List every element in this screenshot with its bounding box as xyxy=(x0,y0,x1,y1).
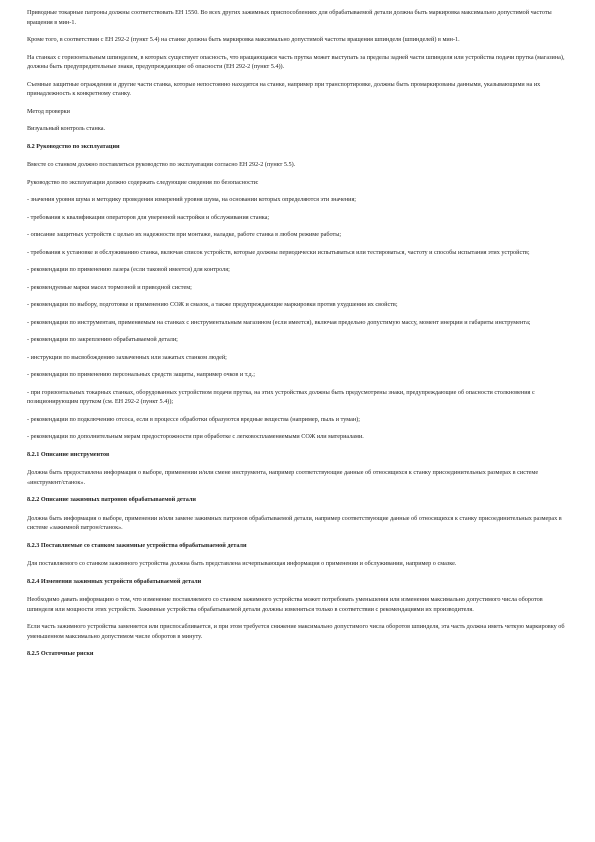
paragraph: Если часть зажимного устройства заменяется или приспосабливается, и при этом требуется снижение максимально допустимого числа оборотов шпинделя, эта часть должна иметь четкую маркировку об уменьшенном максимально допустимом числе оборотов в минуту. xyxy=(27,623,565,640)
section-heading: 8.2.3 Поставляемые со станком зажимные устройства обрабатываемой детали xyxy=(27,541,247,549)
paragraph: Руководство по эксплуатации должно содержать следующие сведения по безопасности: xyxy=(27,178,259,186)
paragraph: Необходимо давать информацию о том, что изменение поставляемого со станком зажимного устройства может потребовать уменьшения или изменения максимально допустимого числа оборотов шпинделя или мощности этих устройств. Зажимные устройства обрабатываемой детали должны изменяться только в соответствии с рекомендациями их производителя. xyxy=(27,596,543,613)
list-item: - рекомендации по инструментам, применяемым на станках с инструментальным магазином (если имеется), включая предельно допустимую массу, момент инерции и габариты инструмента; xyxy=(27,318,531,326)
paragraph: Приводные токарные патроны должны соответствовать ЕН 1550. Во всех других зажимных приспособлениях для обрабатываемой детали должна быть маркировка максимально допустимой частоты вращения в мин-1. xyxy=(27,9,552,26)
paragraph: Должна быть предоставлена информация о выборе, применении и/или смене инструмента, например соответствующие данные об относящихся к станку присоединительных размерах в системе «инструмент/станок». xyxy=(27,469,539,486)
paragraph: Вместе со станком должно поставляться руководство по эксплуатации согласно ЕН 292-2 (пункт 5.5). xyxy=(27,161,296,168)
list-item: - описание защитных устройств с целью их надежности при монтаже, наладке, работе станка в любом режиме работы; xyxy=(27,231,342,238)
paragraph: Метод проверки xyxy=(27,107,70,115)
list-item: - при горизонтальных токарных станках, оборудованных устройством подачи прутка, на этих устройствах должны быть предусмотрены знаки, предупреждающие об опасности столкновения с позиционирующим прутком (см. ЕН 292-2 (пункт 5.4)); xyxy=(27,388,535,405)
section-heading: 8.2 Руководство по эксплуатации xyxy=(27,142,120,150)
list-item: - рекомендации по закреплению обрабатываемой детали; xyxy=(27,336,178,343)
list-item: - рекомендации по применению персональных средств защиты, например очков и т.д.; xyxy=(27,371,255,378)
list-item: - рекомендации по выбору, подготовке и применению СОЖ и смазок, а также предупреждающие маркировки против ухудшения их свойств; xyxy=(27,301,398,308)
section-heading: 8.2.5 Остаточные риски xyxy=(27,650,94,657)
list-item: - требования к квалификации операторов для уверенной настройки и обслуживания станка; xyxy=(27,213,270,221)
paragraph: Визуальный контроль станка. xyxy=(27,125,106,132)
paragraph: Должна быть информация о выборе, применении и/или замене зажимных патронов обрабатываемой детали, например соответствующие данные об относящихся к станку присоединительных размерах в системе «зажимной патрон/станок». xyxy=(27,514,562,531)
list-item: - рекомендации по дополнительным мерам предосторожности при обработке с легковоспламеняемыми СОЖ или материалами. xyxy=(27,433,364,440)
section-heading: 8.2.4 Изменения зажимных устройств обрабатываемой детали xyxy=(27,577,202,585)
paragraph: Съемные защитные ограждения и другие части станка, которые непостоянно находятся на станке, например при транспортировке, должны быть промаркированы данными, указывающими на их принадлежность к конкретному станку. xyxy=(27,80,541,97)
list-item: - инструкции по высвобождению захваченных или зажатых станком людей; xyxy=(27,353,227,361)
list-item: - требования к установке и обслуживанию станка, включая список устройств, которые должны периодически испытываться или тестироваться, частоту и способы испытания этих устройств; xyxy=(27,248,530,256)
paragraph: Для поставляемого со станком зажимного устройства должна быть представлена исчерпывающая информация о применении и обслуживании, например о смазке. xyxy=(27,560,457,567)
list-item: - рекомендации по применению лазера (если таковой имеется) для контроля; xyxy=(27,266,230,273)
paragraph: На станках с горизонтальным шпинделем, в которых существует опасность, что вращающаяся часть прутка может выступать за пределы задней части шпинделя или устройства подачи прутка (магазина), должны быть предупредительные знаки, предупреждающие об опасности (ЕН 292-2 (пункт 5.4)). xyxy=(27,53,565,70)
list-item: - значения уровня шума и методику проведения измерений уровня шума, на основании которых определяются эти значения; xyxy=(27,196,357,203)
list-item: - рекомендуемые марки масел тормозной и приводной систем; xyxy=(27,283,192,291)
list-item: - рекомендации по подключению отсоса, если в процессе обработки образуются вредные вещества (например, пыль и туман); xyxy=(27,415,360,423)
document-page xyxy=(27,8,568,838)
section-heading: 8.2.1 Описание инструментов xyxy=(27,450,110,458)
paragraph: Кроме того, в соответствии с ЕН 292-2 (пункт 5.4) на станке должна быть маркировка максимально допустимой частоты вращения шпинделя (шпинделей) в мин-1. xyxy=(27,36,460,43)
section-heading: 8.2.2 Описание зажимных патронов обрабатываемой детали xyxy=(27,496,196,503)
